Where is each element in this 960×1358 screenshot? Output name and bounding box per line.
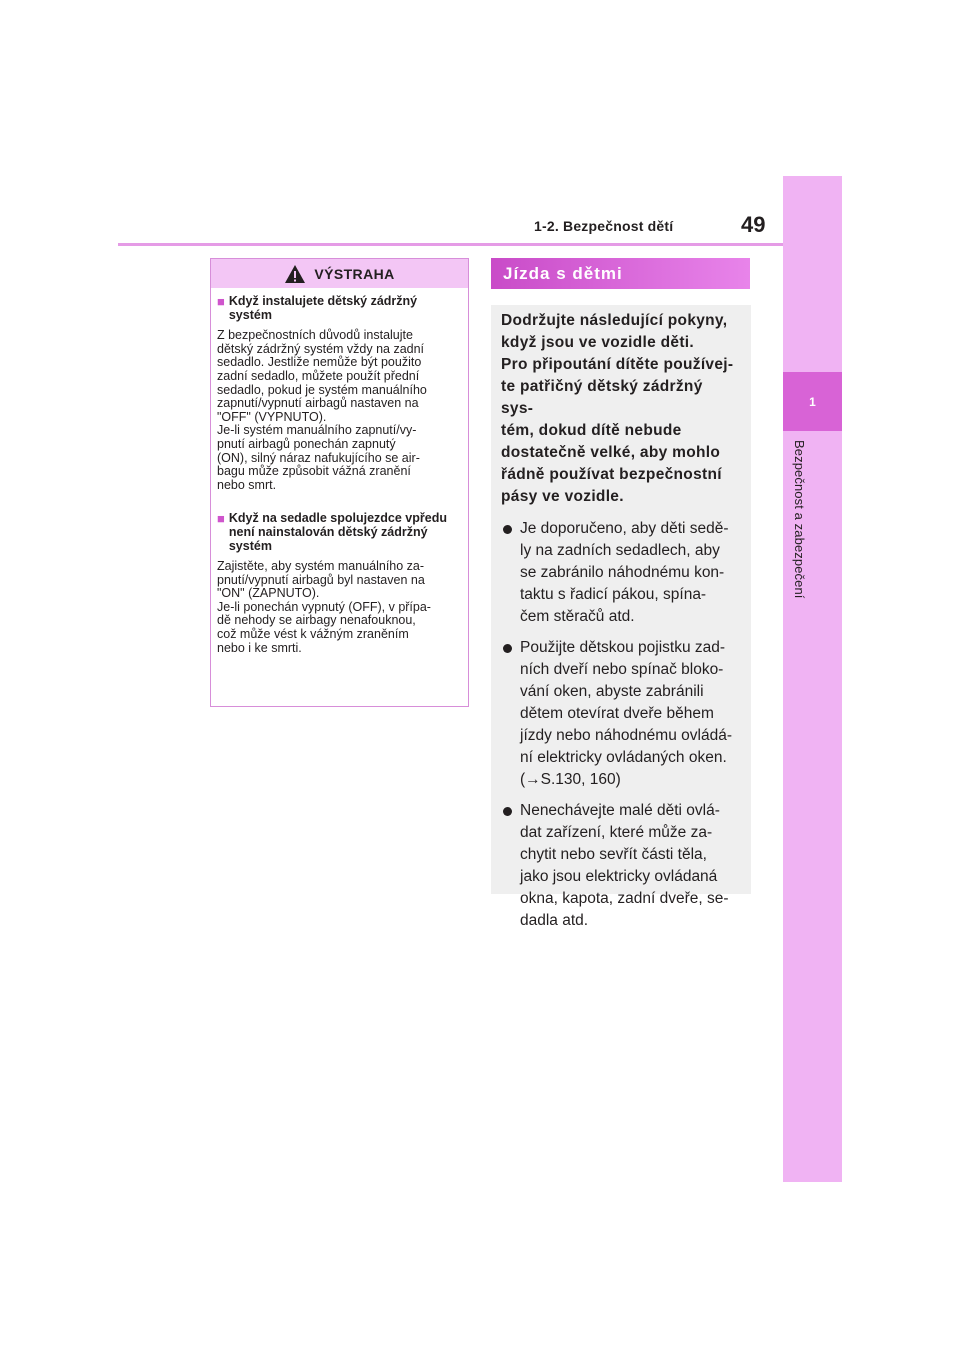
square-bullet-icon: ■: [217, 294, 225, 309]
header-section-title: 1-2. Bezpečnost dětí: [534, 218, 674, 234]
list-item-text: Použijte dětskou pojistku zad- ních dveří nebo spínač bloko- vání oken, abyste zabránili dětem otevírat dveře během jízdy nebo náhodnému ovládá- ní elektricky ovládaných oken. (→S.130, 160): [520, 639, 732, 788]
bullet-icon: [503, 525, 512, 534]
chapter-number-tab[interactable]: [783, 372, 842, 431]
side-tab-strip: [783, 176, 842, 1182]
warning-triangle-icon: [284, 264, 306, 284]
section-title-banner: [491, 258, 750, 289]
info-list: [501, 518, 739, 932]
info-intro: Dodržujte následující pokyny, když jsou ve vozidle děti. Pro připoutání dítěte používej- te patřičný dětský zádržný sys- tém, dokud dítě nebude dostatečně velké, aby mohlo řádně používat bezpečnostní pásy ve vozidle.: [501, 312, 734, 505]
warning-body: [211, 288, 468, 655]
info-box: [491, 305, 751, 929]
bullet-icon: [503, 644, 512, 653]
warning-paragraph: Zajistěte, aby systém manuálního za- pnutí/vypnutí airbagů byl nastaven na "ON" (ZAPNUTO). Je-li ponechán vypnutý (OFF), v přípa- dě nehody se airbagy nenafouknou, což může vést k vážným zraněním nebo i ke smrti.: [217, 559, 431, 655]
warning-title: VÝSTRAHA: [314, 265, 395, 282]
warning-subheading: [217, 512, 462, 553]
square-bullet-icon: ■: [217, 511, 225, 527]
bullet-icon: [503, 807, 512, 816]
list-item-text: Nenechávejte malé děti ovlá- dat zařízení, které může za- chytit nebo sevřít části těla, jako jsou elektricky ovládaná okna, kapota, zadní dveře, se- dadla atd.: [520, 802, 729, 929]
warning-subheading: [217, 295, 462, 322]
warning-paragraph: Z bezpečnostních důvodů instalujte dětský zádržný systém vždy na zadní sedadlo. Jestliže nemůže být použito zadní sedadlo, můžete použít přední sedadlo, pokud je systém manuálního zapnutí/vypnutí airbagů nastaven na "OFF" (VYPNUTO). Je-li systém manuálního zapnutí/vy- pnutí airbagů ponechán zapnutý (ON), silný náraz nafukujícího se air- bagu může způsobit vážná zranění nebo smrt.: [217, 328, 427, 492]
list-item: [501, 518, 739, 628]
chapter-title: Bezpečnost a zabezpečení: [792, 440, 807, 599]
page-number: 49: [741, 212, 766, 237]
list-item: [501, 800, 739, 932]
chapter-number: 1: [809, 394, 816, 409]
warning-subheading-text: Když na sedadle spolujezdce vpředu není nainstalován dětský zádržný systém: [228, 511, 447, 553]
header-divider: [118, 243, 783, 246]
warning-box: [210, 258, 469, 707]
warning-header: [211, 259, 468, 288]
warning-subheading-text: Když instalujete dětský zádržný systém: [228, 294, 418, 322]
list-item-text: Je doporučeno, aby děti sedě- ly na zadních sedadlech, aby se zabránilo náhodnému kon- taktu s řadicí pákou, spína- čem stěračů atd.: [520, 520, 729, 625]
list-item: [501, 637, 739, 791]
section-title: Jízda s dětmi: [503, 263, 623, 283]
